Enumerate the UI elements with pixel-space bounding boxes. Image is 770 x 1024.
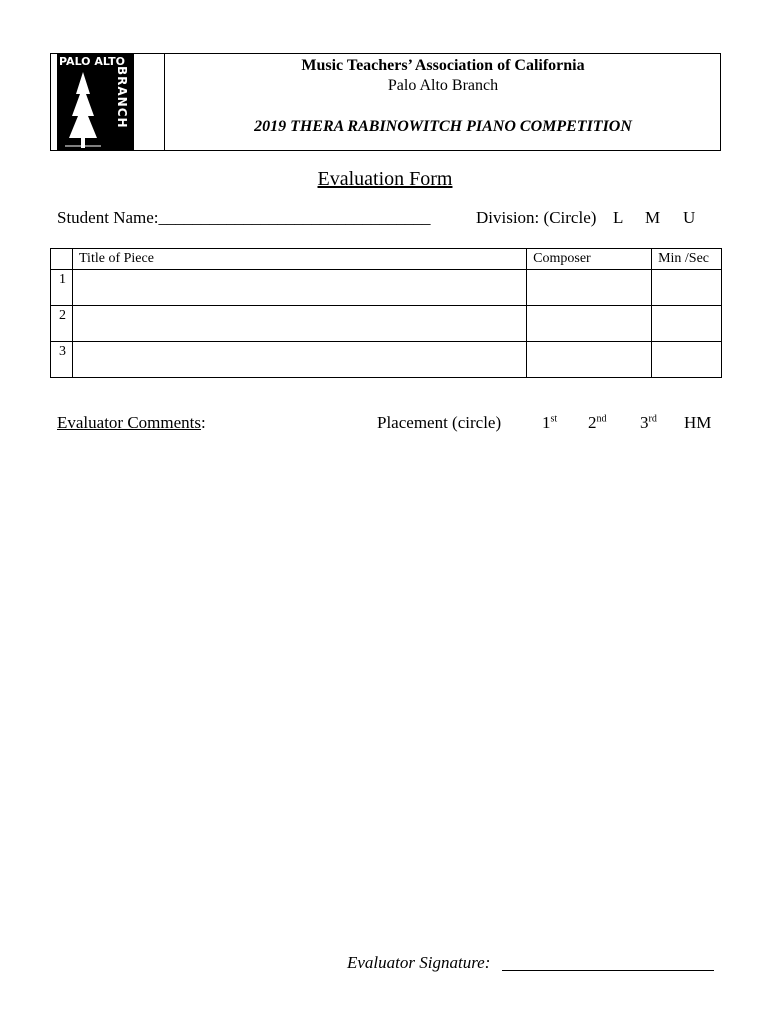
table-row — [51, 306, 722, 342]
signature-label: Evaluator Signature: — [347, 953, 491, 972]
table-header-time: Min /Sec — [652, 249, 722, 270]
redwood-tree-icon — [57, 54, 134, 150]
placement-num: 3 — [640, 413, 649, 432]
placement-option-hm[interactable]: HM — [684, 413, 712, 432]
palo-alto-logo — [57, 54, 134, 150]
placement-suffix: st — [550, 413, 558, 425]
table-row — [51, 270, 722, 306]
division-option-m[interactable]: M — [645, 208, 661, 227]
title-cell[interactable] — [73, 342, 527, 378]
table-header-composer: Composer — [527, 249, 652, 270]
pieces-table — [50, 248, 722, 378]
branch-name: Palo Alto Branch — [387, 77, 499, 94]
division-option-l[interactable]: L — [613, 208, 624, 227]
division-option-u[interactable]: U — [683, 208, 696, 227]
logo-side-text: BRANCH — [115, 66, 129, 129]
time-cell[interactable] — [652, 270, 722, 306]
table-row — [51, 342, 722, 378]
comments-label-text: Evaluator Comments — [57, 413, 202, 432]
comments-colon: : — [201, 413, 206, 432]
placement-num: 1 — [542, 413, 551, 432]
placement-suffix: rd — [648, 413, 657, 425]
placement-option-3rd[interactable] — [640, 413, 657, 433]
organization-name: Music Teachers’ Association of California — [301, 57, 585, 74]
row-number: 2 — [51, 306, 73, 342]
composer-cell[interactable] — [527, 270, 652, 306]
composer-cell[interactable] — [527, 342, 652, 378]
table-header-row — [51, 249, 722, 270]
evaluator-comments-label — [57, 413, 206, 433]
title-cell[interactable] — [73, 306, 527, 342]
table-header-title: Title of Piece — [73, 249, 527, 270]
time-cell[interactable] — [652, 306, 722, 342]
form-title — [0, 168, 770, 191]
placement-label: Placement (circle) — [377, 413, 502, 432]
form-title-text: Evaluation Form — [317, 168, 453, 190]
row-number: 3 — [51, 342, 73, 378]
placement-suffix: nd — [596, 413, 607, 425]
composer-cell[interactable] — [527, 306, 652, 342]
competition-title: 2019 THERA RABINOWITCH PIANO COMPETITION — [254, 118, 632, 135]
placement-num: 2 — [588, 413, 597, 432]
title-cell[interactable] — [73, 270, 527, 306]
time-cell[interactable] — [652, 342, 722, 378]
placement-option-1st[interactable] — [542, 413, 557, 433]
row-number: 1 — [51, 270, 73, 306]
division-label: Division: (Circle) — [476, 208, 597, 227]
signature-line[interactable] — [502, 970, 714, 971]
logo-top-text: PALO ALTO — [59, 55, 125, 68]
student-name-field[interactable]: Student Name:________________________________ — [57, 208, 431, 227]
placement-option-2nd[interactable] — [588, 413, 607, 433]
table-header-index — [51, 249, 73, 270]
